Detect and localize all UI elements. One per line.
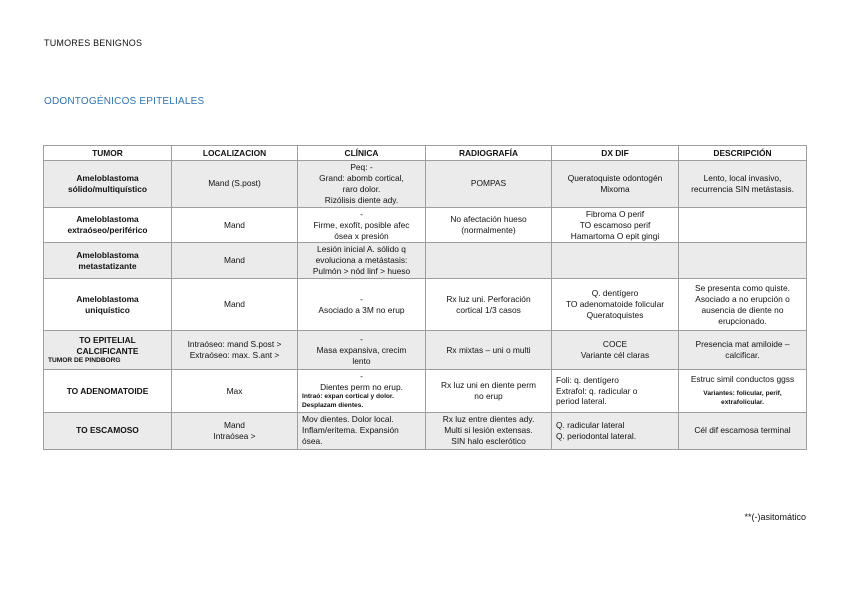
table-row — [44, 207, 807, 243]
descripcion-cell — [679, 412, 807, 449]
cell-text: Ameloblastoma — [76, 249, 139, 260]
cell-text: Mand — [224, 419, 245, 430]
cell-text: Foli: q. dentígero — [556, 374, 619, 385]
column-header: DX DIF — [552, 146, 679, 161]
cell-text: Mov dientes. Dolor local. — [302, 414, 394, 425]
cell-text: CALCIFICANTE — [76, 345, 139, 356]
cell-text: TO adenomatoide folicular — [565, 299, 665, 310]
cell-note: Intraó: expan cortical y dolor. — [302, 393, 394, 401]
cell-text: Hamartoma O epit gingi — [570, 230, 660, 241]
cell-text: Ameloblastoma — [76, 214, 139, 225]
table-row — [44, 370, 807, 413]
radiografia-cell — [426, 331, 552, 370]
cell-text: metastatizante — [78, 260, 137, 271]
clinica-cell — [298, 412, 426, 449]
clinica-cell — [298, 207, 426, 243]
descripcion-cell — [679, 279, 807, 331]
dx-dif-cell — [552, 161, 679, 208]
cell-text: Q. dentígero — [591, 288, 639, 299]
cell-text: Intraósea > — [213, 430, 256, 441]
cell-text: cortical 1/3 casos — [456, 304, 521, 315]
location-cell — [172, 243, 298, 279]
radiografia-cell — [426, 370, 552, 413]
tumor-cell — [44, 161, 172, 208]
descripcion-cell — [679, 370, 807, 413]
cell-text: Grand: abomb cortical, — [319, 172, 404, 183]
page-header: TUMORES BENIGNOS — [44, 38, 143, 48]
cell-text: (normalmente) — [461, 225, 516, 236]
radiografia-cell — [426, 412, 552, 449]
location-cell — [172, 370, 298, 413]
cell-text: - — [360, 293, 363, 304]
clinica-cell — [298, 279, 426, 331]
clinica-cell — [298, 243, 426, 279]
cell-text: Rx luz entre dientes ady. — [442, 414, 535, 425]
radiografia-cell — [426, 207, 552, 243]
column-header: DESCRIPCIÓN — [679, 146, 807, 161]
clinica-cell — [298, 331, 426, 370]
table-row — [44, 412, 807, 449]
cell-text: Q. periodontal lateral. — [556, 430, 637, 441]
cell-text: - — [360, 333, 363, 344]
cell-note: Desplazam dientes. — [302, 401, 364, 409]
cell-text: COCE — [602, 339, 628, 350]
dx-dif-cell — [552, 412, 679, 449]
cell-text: lento — [352, 355, 371, 366]
cell-text: TO ADENOMATOIDE — [66, 385, 149, 396]
cell-text: erupcionado. — [718, 315, 767, 326]
cell-text: calcificar. — [725, 350, 760, 361]
cell-text: Ameloblastoma — [76, 293, 139, 304]
cell-text: Mand (S.post) — [208, 178, 261, 189]
radiografia-cell — [426, 243, 552, 279]
cell-text: no erup — [474, 391, 503, 402]
cell-text: Lesión inicial A. sólido q — [317, 244, 406, 255]
table-row — [44, 161, 807, 208]
tumor-subtitle: TUMOR DE PINDBORG — [48, 356, 121, 364]
cell-text: uniquístico — [85, 304, 130, 315]
location-cell — [172, 331, 298, 370]
dx-dif-cell — [552, 370, 679, 413]
cell-text: Q. radicular lateral — [556, 419, 625, 430]
tumor-cell — [44, 370, 172, 413]
radiografia-cell — [426, 279, 552, 331]
table-row — [44, 331, 807, 370]
cell-text: Queratoquiste odontogén — [567, 172, 663, 183]
cell-text: Rx luz uni. Perforación — [446, 293, 531, 304]
cell-text: - — [360, 208, 363, 219]
cell-text: Pulmón > nód linf > hueso — [312, 266, 411, 277]
cell-text: Intraóseo: mand S.post > — [187, 339, 282, 350]
cell-text: POMPAS — [470, 178, 507, 189]
cell-text: Cél dif escamosa terminal — [694, 425, 791, 436]
cell-text: TO ESCAMOSO — [76, 425, 139, 436]
tumor-cell — [44, 207, 172, 243]
cell-text: ausencia de diente no — [701, 304, 784, 315]
cell-text: Mand — [224, 299, 245, 310]
cell-text: Extrafol: q. radicular o — [556, 385, 638, 396]
cell-text: Mand — [224, 255, 245, 266]
cell-text: Max — [226, 385, 243, 396]
cell-text: raro dolor. — [342, 183, 381, 194]
cell-text: Peq: - — [350, 162, 373, 172]
location-cell — [172, 207, 298, 243]
cell-text: extraóseo/periférico — [67, 225, 148, 236]
tumor-table — [43, 145, 807, 450]
table-row — [44, 279, 807, 331]
tumor-cell — [44, 412, 172, 449]
cell-text: evoluciona a metástasis: — [315, 255, 408, 266]
dx-dif-cell — [552, 331, 679, 370]
column-header: TUMOR — [44, 146, 172, 161]
cell-text: Mand — [224, 219, 245, 230]
cell-text: Ameloblastoma — [76, 172, 139, 183]
column-header: RADIOGRAFÍA — [426, 146, 552, 161]
cell-text: Lento, local invasivo, — [703, 172, 782, 183]
cell-text: Rx mixtas – uni o multi — [446, 344, 531, 355]
cell-text: Multi si lesión extensas. — [444, 425, 533, 436]
cell-text: Extraóseo: max. S.ant > — [189, 350, 280, 361]
cell-text: Se presenta como quiste. — [695, 282, 790, 293]
cell-text: Firme, exofít, posible afec — [313, 219, 410, 230]
cell-text: ósea. — [302, 436, 323, 447]
cell-text: Fibroma O perif — [585, 208, 645, 219]
cell-text: ósea x presión — [334, 230, 389, 241]
cell-text: recurrencia SIN metástasis. — [691, 183, 794, 194]
cell-text: Masa expansiva, crecim — [316, 344, 407, 355]
clinica-cell — [298, 370, 426, 413]
cell-text: period lateral. — [556, 396, 607, 407]
cell-text: Rizólisis diente ady. — [324, 194, 399, 205]
dx-dif-cell — [552, 243, 679, 279]
cell-text: Variante cél claras — [580, 350, 650, 361]
cell-text: Inflam/eritema. Expansión — [302, 425, 399, 436]
clinica-cell — [298, 161, 426, 208]
descripcion-cell — [679, 207, 807, 243]
descripcion-cell — [679, 331, 807, 370]
descripcion-cell — [679, 243, 807, 279]
location-cell — [172, 412, 298, 449]
table-header-row — [44, 146, 807, 161]
cell-text: Queratoquistes — [586, 310, 644, 321]
cell-text: - — [360, 371, 363, 382]
cell-text: sólido/multiquístico — [67, 183, 148, 194]
cell-text: Rx luz uni en diente perm — [441, 380, 536, 391]
dx-dif-cell — [552, 279, 679, 331]
location-cell — [172, 279, 298, 331]
location-cell — [172, 161, 298, 208]
footnote: **(-)asitomático — [744, 512, 806, 522]
cell-text: Presencia mat amiloide – — [695, 339, 790, 350]
column-header: LOCALIZACION — [172, 146, 298, 161]
cell-text: Mixoma — [600, 183, 630, 194]
cell-text: TO EPITELIAL — [79, 335, 136, 346]
cell-text: No afectación hueso — [450, 214, 527, 225]
descripcion-cell — [679, 161, 807, 208]
cell-text: Dientes perm no erup. — [320, 382, 403, 393]
dx-dif-cell — [552, 207, 679, 243]
cell-text: Asociado a no erupción o — [695, 293, 790, 304]
cell-note: extrafolicular. — [721, 398, 764, 406]
table-row — [44, 243, 807, 279]
cell-text: Asociado a 3M no erup — [318, 304, 405, 315]
tumor-cell — [44, 331, 172, 370]
column-header: CLÍNICA — [298, 146, 426, 161]
cell-text: Estruc simil conductos ggss — [690, 374, 795, 385]
cell-note: Variantes: folicular, perif, — [703, 390, 782, 398]
tumor-cell — [44, 243, 172, 279]
cell-text: SIN halo esclerótico — [451, 436, 526, 447]
radiografia-cell — [426, 161, 552, 208]
cell-text: TO escamoso perif — [579, 219, 651, 230]
section-title: ODONTOGÉNICOS EPITELIALES — [44, 96, 205, 107]
tumor-cell — [44, 279, 172, 331]
